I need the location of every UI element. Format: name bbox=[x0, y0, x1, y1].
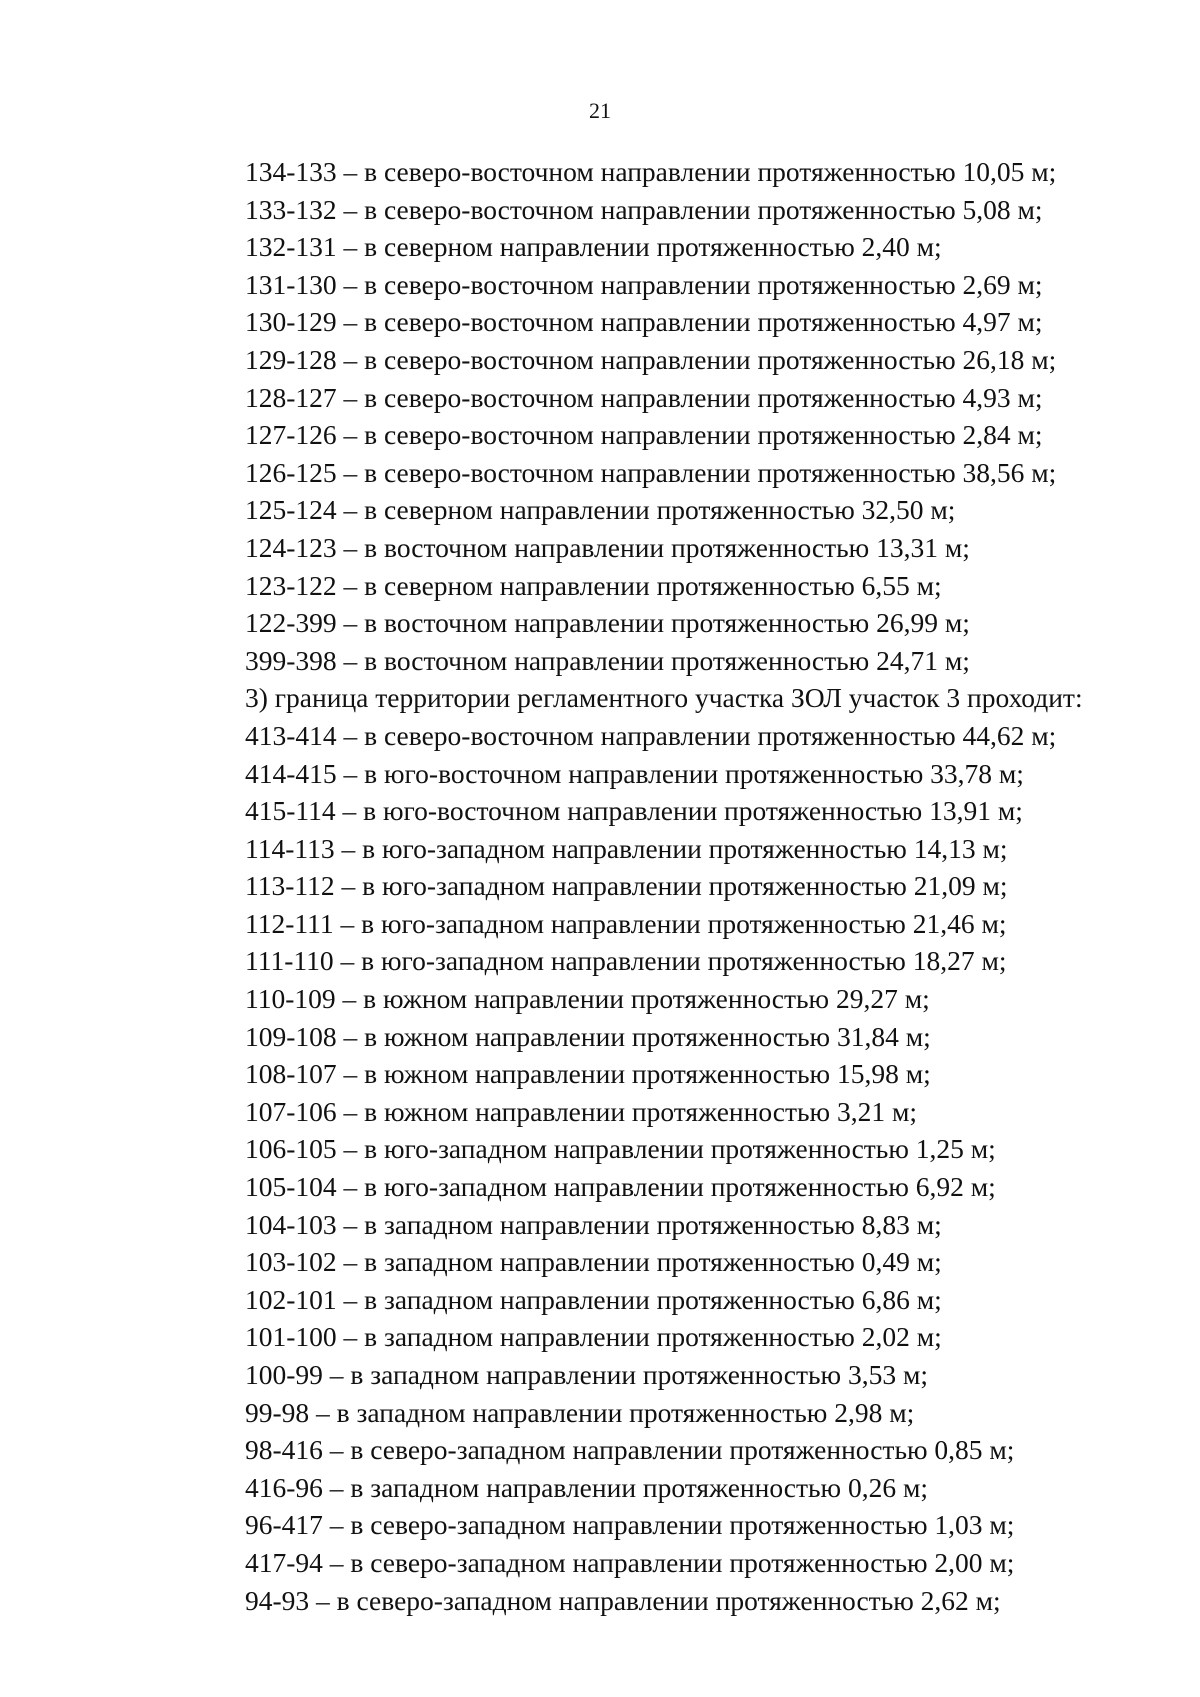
boundary-line: 99-98 – в западном направлении протяженностью 2,98 м; bbox=[245, 1396, 915, 1428]
boundary-line: 126-125 – в северо-восточном направлении протяженностью 38,56 м; bbox=[245, 456, 1057, 488]
boundary-line: 111-110 – в юго-западном направлении протяженностью 18,27 м; bbox=[245, 945, 1007, 977]
boundary-line: 106-105 – в юго-западном направлении протяженностью 1,25 м; bbox=[245, 1133, 996, 1165]
boundary-line: 127-126 – в северо-восточном направлении протяженностью 2,84 м; bbox=[245, 419, 1043, 451]
boundary-line: 113-112 – в юго-западном направлении протяженностью 21,09 м; bbox=[245, 870, 1008, 902]
boundary-line: 102-101 – в западном направлении протяженностью 6,86 м; bbox=[245, 1283, 942, 1315]
boundary-line: 98-416 – в северо-западном направлении протяженностью 0,85 м; bbox=[245, 1434, 1015, 1466]
boundary-line: 123-122 – в северном направлении протяженностью 6,55 м; bbox=[245, 569, 942, 601]
boundary-line: 129-128 – в северо-восточном направлении протяженностью 26,18 м; bbox=[245, 343, 1057, 375]
boundary-line: 104-103 – в западном направлении протяженностью 8,83 м; bbox=[245, 1208, 942, 1240]
boundary-line: 110-109 – в южном направлении протяженностью 29,27 м; bbox=[245, 983, 930, 1015]
section-heading: 3) граница территории регламентного участка ЗОЛ участок 3 проходит: bbox=[245, 682, 1083, 714]
boundary-line: 108-107 – в южном направлении протяженностью 15,98 м; bbox=[245, 1058, 931, 1090]
boundary-line: 416-96 – в западном направлении протяженностью 0,26 м; bbox=[245, 1471, 929, 1503]
boundary-line: 112-111 – в юго-западном направлении протяженностью 21,46 м; bbox=[245, 907, 1007, 939]
boundary-line: 417-94 – в северо-западном направлении протяженностью 2,00 м; bbox=[245, 1546, 1015, 1578]
boundary-line: 134-133 – в северо-восточном направлении протяженностью 10,05 м; bbox=[245, 156, 1057, 187]
boundary-description-list bbox=[245, 153, 1175, 1619]
boundary-line: 399-398 – в восточном направлении протяженностью 24,71 м; bbox=[245, 644, 970, 676]
boundary-line: 100-99 – в западном направлении протяженностью 3,53 м; bbox=[245, 1359, 929, 1390]
boundary-line: 414-415 – в юго-восточном направлении протяженностью 33,78 м; bbox=[245, 757, 1024, 789]
boundary-line: 128-127 – в северо-восточном направлении протяженностью 4,93 м; bbox=[245, 381, 1043, 413]
boundary-line: 413-414 – в северо-восточном направлении протяженностью 44,62 м; bbox=[245, 719, 1057, 751]
boundary-line: 130-129 – в северо-восточном направлении протяженностью 4,97 м; bbox=[245, 306, 1043, 338]
boundary-line: 109-108 – в южном направлении протяженностью 31,84 м; bbox=[245, 1020, 931, 1052]
boundary-line: 114-113 – в юго-западном направлении протяженностью 14,13 м; bbox=[245, 832, 1008, 864]
boundary-line: 125-124 – в северном направлении протяженностью 32,50 м; bbox=[245, 494, 956, 526]
boundary-line: 96-417 – в северо-западном направлении протяженностью 1,03 м; bbox=[245, 1509, 1015, 1541]
boundary-line: 101-100 – в западном направлении протяженностью 2,02 м; bbox=[245, 1321, 942, 1353]
boundary-line: 132-131 – в северном направлении протяженностью 2,40 м; bbox=[245, 231, 942, 263]
page-number: 21 bbox=[589, 98, 611, 123]
boundary-line: 131-130 – в северо-восточном направлении протяженностью 2,69 м; bbox=[245, 268, 1043, 300]
boundary-line: 94-93 – в северо-западном направлении протяженностью 2,62 м; bbox=[245, 1584, 1001, 1616]
boundary-line: 415-114 – в юго-восточном направлении протяженностью 13,91 м; bbox=[245, 795, 1023, 827]
boundary-line: 105-104 – в юго-западном направлении протяженностью 6,92 м; bbox=[245, 1171, 996, 1203]
boundary-line: 103-102 – в западном направлении протяженностью 0,49 м; bbox=[245, 1246, 942, 1278]
boundary-line: 107-106 – в южном направлении протяженностью 3,21 м; bbox=[245, 1095, 918, 1127]
boundary-line: 133-132 – в северо-восточном направлении протяженностью 5,08 м; bbox=[245, 193, 1043, 225]
boundary-line: 124-123 – в восточном направлении протяженностью 13,31 м; bbox=[245, 531, 970, 563]
boundary-line: 122-399 – в восточном направлении протяженностью 26,99 м; bbox=[245, 607, 970, 639]
